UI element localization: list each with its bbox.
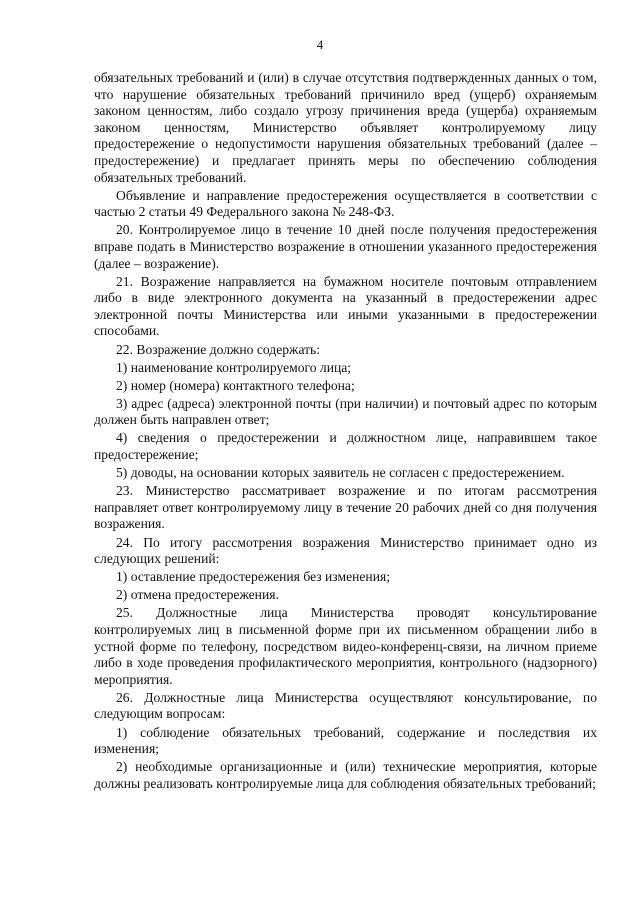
list-item-22-4: 4) сведения о предостережении и должностном лице, направившем такое предостережение; (94, 430, 597, 463)
paragraph-20: 20. Контролируемое лицо в течение 10 дней после получения предостережения вправе подать в Министерство возражение в отношении указанного предостережения (далее – возражение). (94, 222, 597, 271)
list-item-24-1: 1) оставление предостережения без изменения; (116, 569, 391, 585)
paragraph-26: 26. Должностные лица Министерства осуществляют консультирование, по следующим вопросам: (94, 689, 597, 722)
paragraph-25: 25. Должностные лица Министерства проводят консультирование контролируемых лиц в письменной форме при их письменном обращении либо в устной форме по телефону, посредством видео-конференц-связи, на личном приеме либо в ходе проведения профилактического мероприятия, контрольного (надзорного) мероприятия. (94, 605, 597, 687)
paragraph-22: 22. Возражение должно содержать: (116, 341, 321, 357)
list-item-22-2: 2) номер (номера) контактного телефона; (116, 377, 355, 393)
list-item-26-1: 1) соблюдение обязательных требований, содержание и последствия их изменения; (94, 724, 597, 757)
list-item-22-3: 3) адрес (адреса) электронной почты (при наличии) и почтовый адрес по которым должен быть направлен ответ; (94, 395, 597, 428)
list-item-26-2: 2) необходимые организационные и (или) технические мероприятия, которые должны реализовать контролируемые лица для соблюдения обязательных требований; (94, 759, 597, 791)
list-item-22-5: 5) доводы, на основании которых заявитель не согласен с предостережением. (116, 465, 565, 481)
paragraph-23: 23. Министерство рассматривает возражение и по итогам рассмотрения направляет ответ контролируемому лицу в течение 20 рабочих дней со дня получения возражения. (94, 483, 597, 532)
list-item-22-1: 1) наименование контролируемого лица; (116, 359, 352, 375)
paragraph-announcement: Объявление и направление предостережения осуществляется в соответствии с частью 2 статьи 49 Федерального закона № 248-ФЗ. (94, 187, 597, 220)
list-item-24-2: 2) отмена предостережения. (116, 587, 279, 603)
paragraph-continuation: обязательных требований и (или) в случае отсутствия подтвержденных данных о том, что нарушение обязательных требований причинило вред (ущерб) охраняемым законом ценностям, либо создало угрозу причинения вреда (ущерба) охраняемым законом ценностям, Министерство объявляет контролируемому лицу предостережение о недопустимости нарушения обязательных требований (далее – предостережение) и предлагает принять меры по обеспечению соблюдения обязательных требований. (94, 70, 597, 185)
page-number: 4 (316, 37, 324, 52)
document-body (94, 70, 597, 792)
paragraph-24: 24. По итогу рассмотрения возражения Министерство принимает одно из следующих решений: (94, 534, 597, 567)
paragraph-21: 21. Возражение направляется на бумажном носителе почтовым отправлением либо в виде электронного документа на указанный в предостережении адрес электронной почты Министерства или иными указанными в предостережении способами. (94, 273, 597, 339)
